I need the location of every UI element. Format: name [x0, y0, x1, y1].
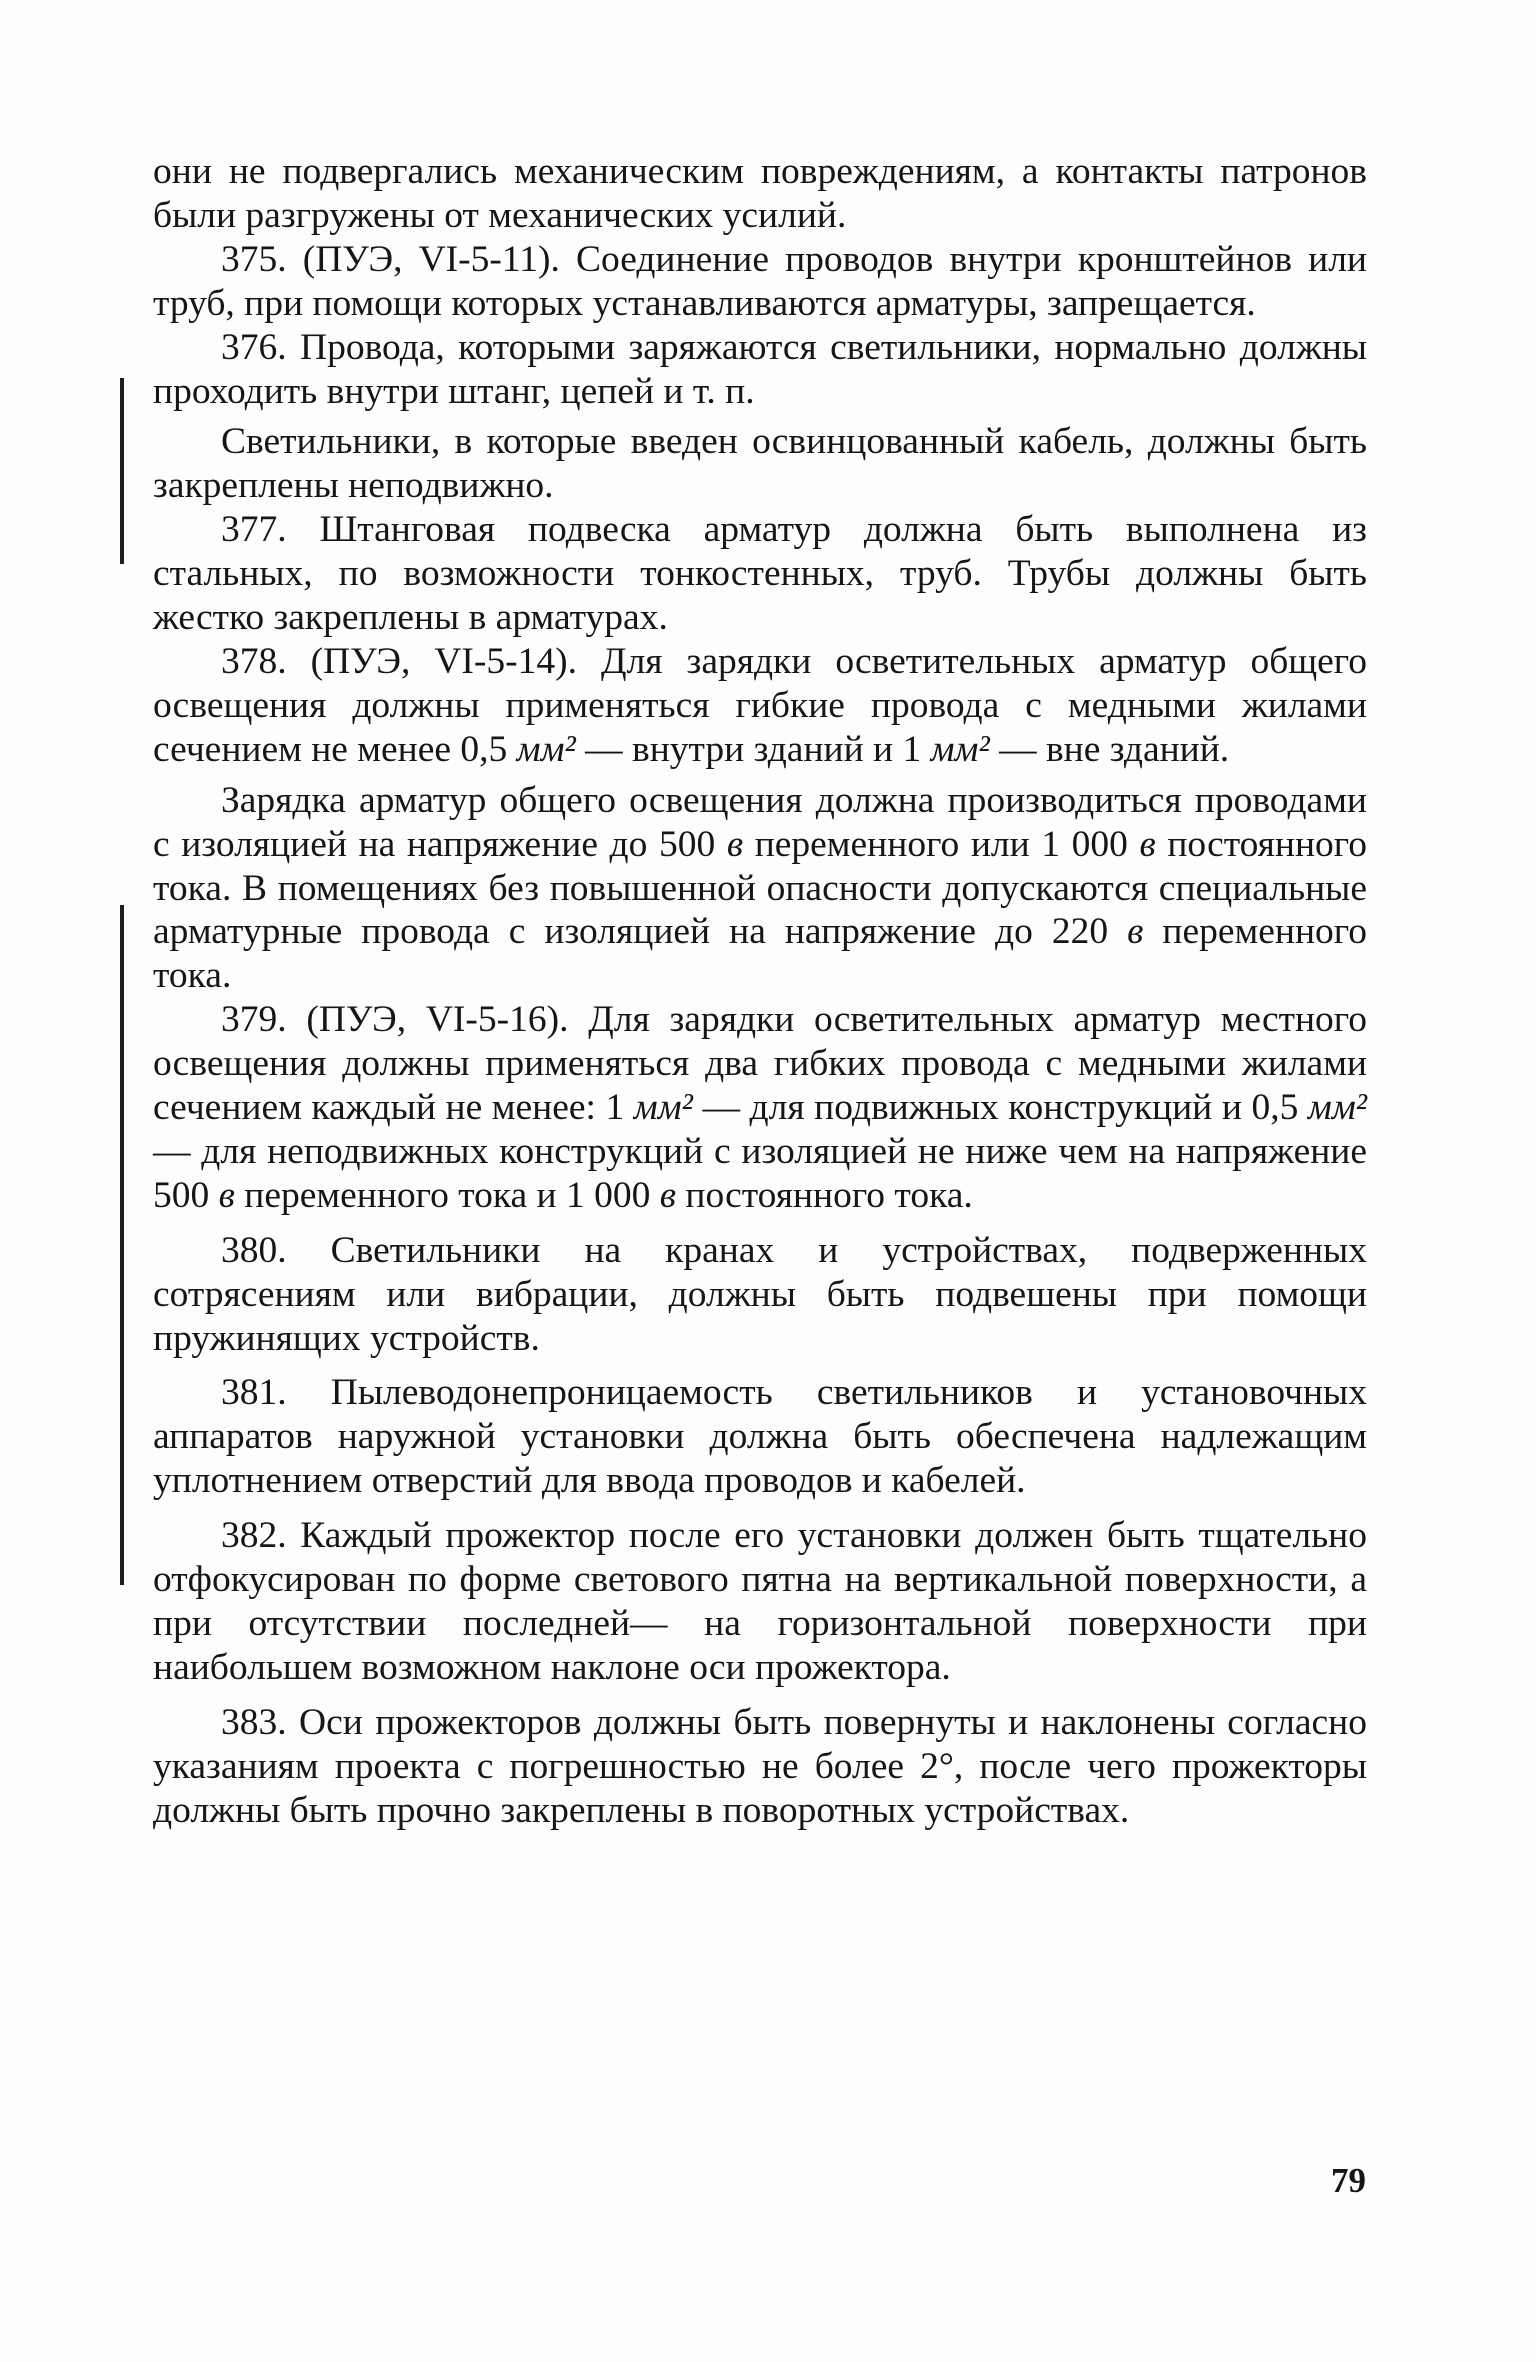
paragraph-376: 376. Провода, которыми заряжаются светильники, нормально должны проходить внутри штанг, цепей и т. п. — [153, 326, 1367, 412]
paragraph-381: 381. Пылеводонепроницаемость светильников и установочных аппаратов наружной установки должна быть обеспечена надлежащим уплотнением отверстий для ввода проводов и кабелей. — [153, 1372, 1367, 1502]
paragraph-379-text-e: постоянного тока. — [676, 1174, 973, 1216]
paragraph-378-b — [153, 779, 1367, 999]
paragraph-377: 377. Штанговая подвеска арматур должна быть выполнена из стальных, по возможности тонкостенных, труб. Трубы должны быть жестко закреплены в арматурах. — [153, 509, 1367, 639]
paragraph-380: 380. Светильники на кранах и устройствах, подверженных сотрясениям или вибрации, должны быть подвешены при помощи пружинящих устройств. — [153, 1229, 1367, 1359]
paragraph-378-text-c: — вне зданий. — [989, 728, 1230, 770]
unit-mm2: мм² — [633, 1087, 693, 1129]
paragraph-379-text-b: — для подвижных конструкций и 0,5 — [692, 1087, 1308, 1129]
paragraph-382: 382. Каждый прожектор после его установки должен быть тщательно отфокусирован по форме светового пятна на вертикальной поверхности, а при отсутствии последней— на горизонтальной поверхности при наибольшем возможном наклоне оси прожектора. — [153, 1515, 1367, 1688]
paragraph-379-text-c: — для неподвижных конструкций с изоляцией не ниже чем на напряжение 500 — [153, 1130, 1367, 1216]
paragraph-378-b-text-b: переменного или 1 000 — [743, 823, 1140, 865]
unit-mm2: мм² — [1307, 1087, 1367, 1129]
unit-volt: в — [1127, 911, 1144, 953]
paragraph-379-text-d: переменного тока и 1 000 — [234, 1174, 660, 1216]
unit-mm2: мм² — [516, 728, 576, 770]
paragraph-378-text-a: 378. (ПУЭ, VI-5-14). Для зарядки осветительных арматур общего освещения должны применяться гибкие провода с медными жилами сечением не менее 0,5 — [153, 640, 1367, 770]
paragraph-378-text-b: — внутри зданий и 1 — [575, 728, 931, 770]
unit-mm2: мм² — [930, 728, 990, 770]
paragraph-379 — [153, 998, 1367, 1218]
unit-volt: в — [1139, 823, 1156, 865]
paragraph-379-text-a: 379. (ПУЭ, VI-5-16). Для зарядки осветительных арматур местного освещения должны применяться два гибких провода с медными жилами сечением каждый не менее: 1 — [153, 999, 1367, 1129]
paragraph-375: 375. (ПУЭ, VI-5-11). Соединение проводов внутри кронштейнов или труб, при помощи которых устанавливаются арматуры, запрещается. — [153, 238, 1367, 324]
paragraph-continued: они не подвергались механическим повреждениям, а контакты патронов были разгружены от механических усилий. — [153, 151, 1367, 236]
paragraph-376-b: Светильники, в которые введен освинцованный кабель, должны быть закреплены неподвижно. — [153, 421, 1367, 507]
paragraph-378-b-text-d: переменного тока. — [153, 911, 1367, 997]
paragraph-378-b-text-c: постоянного тока. В помещениях без повышенной опасности допускаются специальные арматурные провода с изоляцией на напряжение до 220 — [153, 823, 1367, 953]
body-text — [153, 150, 1367, 1833]
page-number: 79 — [1331, 2161, 1366, 2200]
margin-bar-bottom — [120, 905, 124, 1585]
unit-volt: в — [726, 823, 744, 865]
unit-volt: в — [218, 1174, 235, 1216]
paragraph-378-b-text-a: Зарядка арматур общего освещения должна производиться проводами с изоляцией на напряжение до 500 — [153, 779, 1367, 865]
paragraph-378 — [153, 640, 1367, 772]
margin-bar-top — [120, 378, 124, 564]
unit-volt: в — [659, 1174, 677, 1216]
paragraph-383: 383. Оси прожекторов должны быть повернуты и наклонены согласно указаниям проекта с погрешностью не более 2°, после чего прожекторы должны быть прочно закреплены в поворотных устройствах. — [153, 1701, 1367, 1831]
